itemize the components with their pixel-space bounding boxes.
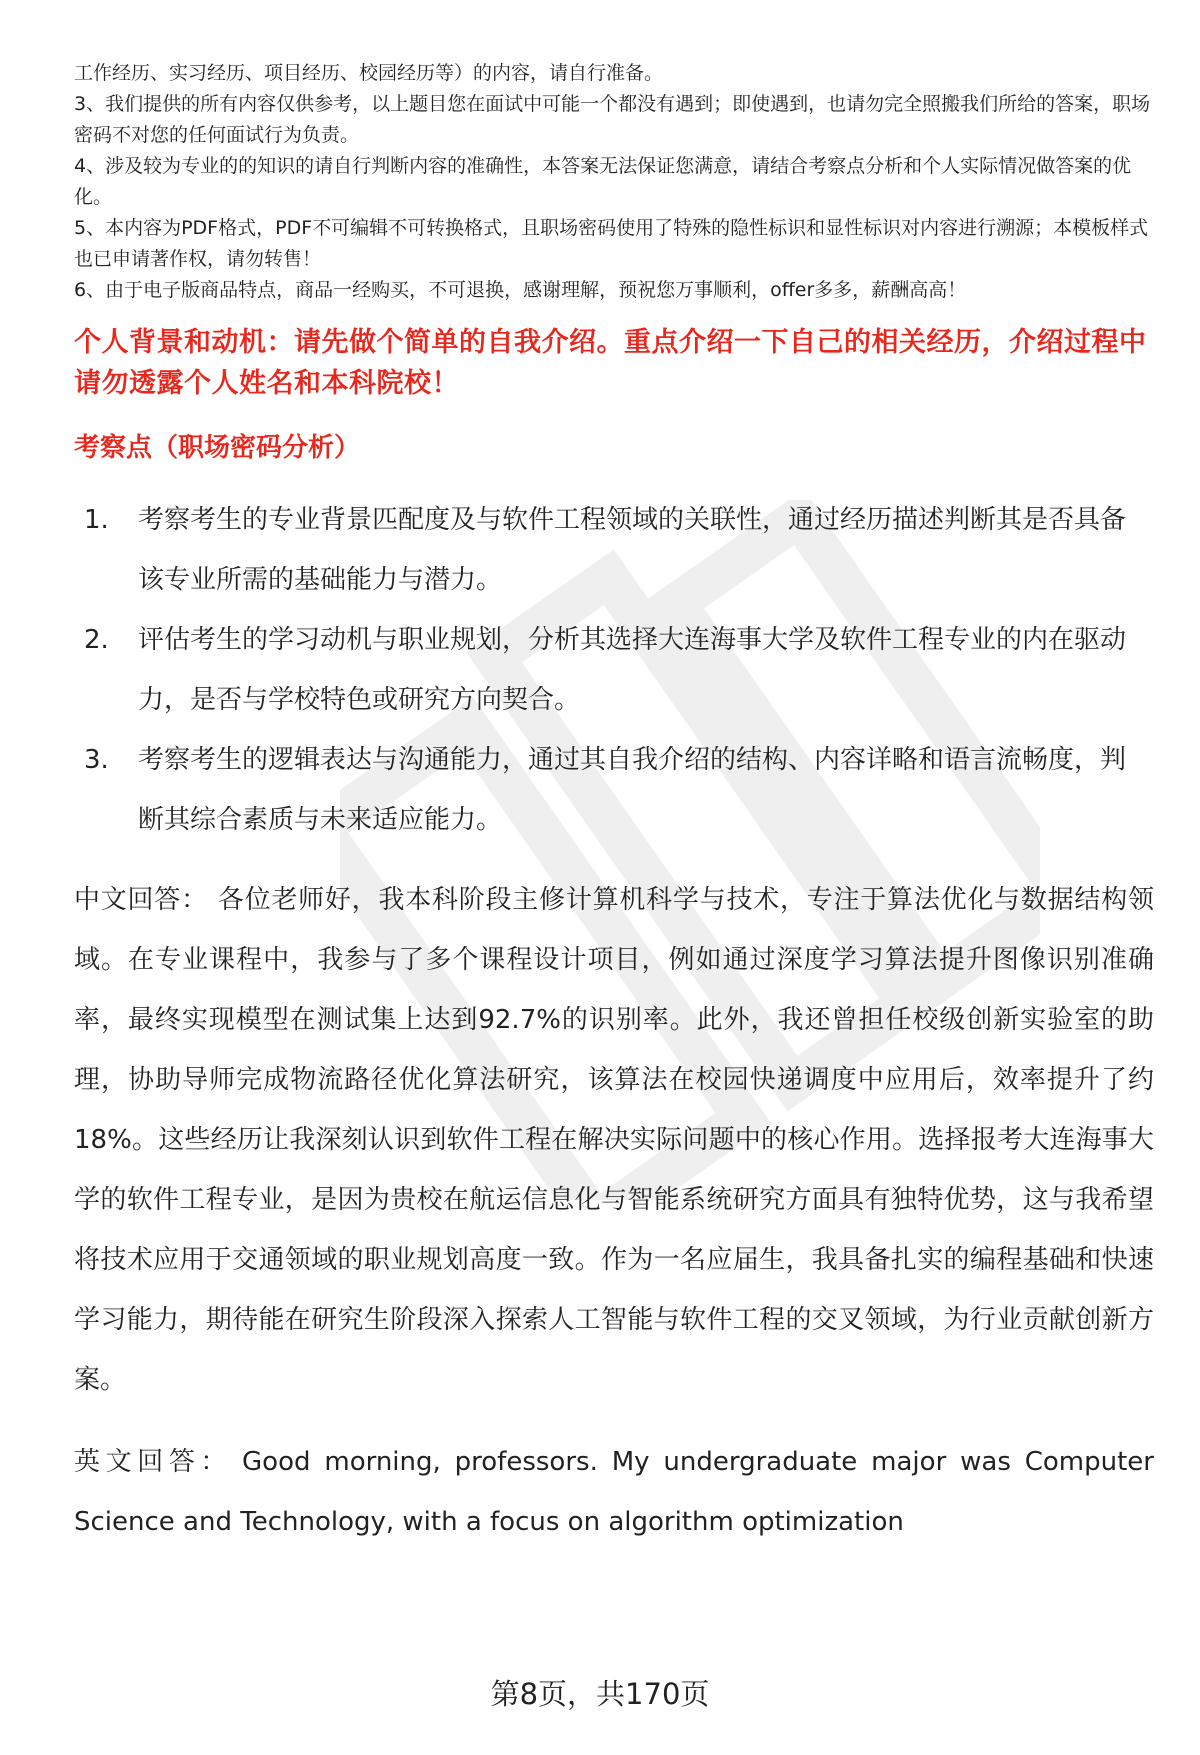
list-item — [74, 730, 1154, 850]
notice-item: 3、我们提供的所有内容仅供参考，以上题目您在面试中可能一个都没有遇到；即使遇到，也请勿完全照搬我们所给的答案，职场密码不对您的任何面试行为负责。 — [74, 93, 1151, 146]
notice-item: 工作经历、实习经历、项目经历、校园经历等）的内容，请自行准备。 — [74, 62, 664, 84]
notice-item: 6、由于电子版商品特点，商品一经购买，不可退换，感谢理解，预祝您万事顺利，offer多多，薪酬高高！ — [74, 279, 967, 301]
answer-chinese-text: 各位老师好，我本科阶段主修计算机科学与技术，专注于算法优化与数据结构领域。在专业课程中，我参与了多个课程设计项目，例如通过深度学习算法提升图像识别准确率，最终实现模型在测试集上达到92.7%的识别率。此外，我还曾担任校级创新实验室的助理，协助导师完成物流路径优化算法研究，该算法在校园快递调度中应用后，效率提升了约18%。这些经历让我深刻认识到软件工程在解决实际问题中的核心作用。选择报考大连海事大学的软件工程专业，是因为贵校在航运信息化与智能系统研究方面具有独特优势，这与我希望将技术应用于交通领域的职业规划高度一致。作为一名应届生，我具备扎实的编程基础和快速学习能力，期待能在研究生阶段深入探索人工智能与软件工程的交叉领域，为行业贡献创新方案。 — [74, 885, 1154, 1395]
points-title: 考察点（职场密码分析） — [74, 433, 361, 463]
document-page — [74, 58, 1154, 1552]
list-item — [74, 610, 1154, 730]
page-number: 第8页，共170页 — [490, 1677, 710, 1711]
answer-english — [74, 1432, 1154, 1552]
answer-english-label: 英文回答： — [74, 1447, 233, 1477]
answer-chinese — [74, 870, 1154, 1410]
point-number: 1. — [84, 505, 109, 535]
list-item — [74, 490, 1154, 610]
notice-item: 4、涉及较为专业的的知识的请自行判断内容的准确性，本答案无法保证您满意，请结合考察点分析和个人实际情况做答案的优化。 — [74, 155, 1132, 208]
point-text: 考察考生的逻辑表达与沟通能力，通过其自我介绍的结构、内容详略和语言流畅度，判断其综合素质与未来适应能力。 — [138, 745, 1127, 835]
notice-list — [74, 58, 1154, 306]
point-text: 评估考生的学习动机与职业规划，分析其选择大连海事大学及软件工程专业的内在驱动力，是否与学校特色或研究方向契合。 — [138, 625, 1127, 715]
answer-english-text: Good morning, professors. My undergraduate major was Computer Science and Technology, with a focus on algorithm optimization — [74, 1447, 1154, 1537]
points-list — [74, 490, 1154, 850]
point-text: 考察考生的专业背景匹配度及与软件工程领域的关联性，通过经历描述判断其是否具备该专业所需的基础能力与潜力。 — [138, 505, 1127, 595]
point-number: 2. — [84, 625, 109, 655]
point-number: 3. — [84, 745, 109, 775]
answer-chinese-label: 中文回答： — [74, 885, 208, 915]
question-heading: 个人背景和动机：请先做个简单的自我介绍。重点介绍一下自己的相关经历，介绍过程中请勿透露个人姓名和本科院校！ — [74, 327, 1147, 399]
notice-item: 5、本内容为PDF格式，PDF不可编辑不可转换格式，且职场密码使用了特殊的隐性标识和显性标识对内容进行溯源；本模板样式也已申请著作权，请勿转售！ — [74, 217, 1149, 270]
